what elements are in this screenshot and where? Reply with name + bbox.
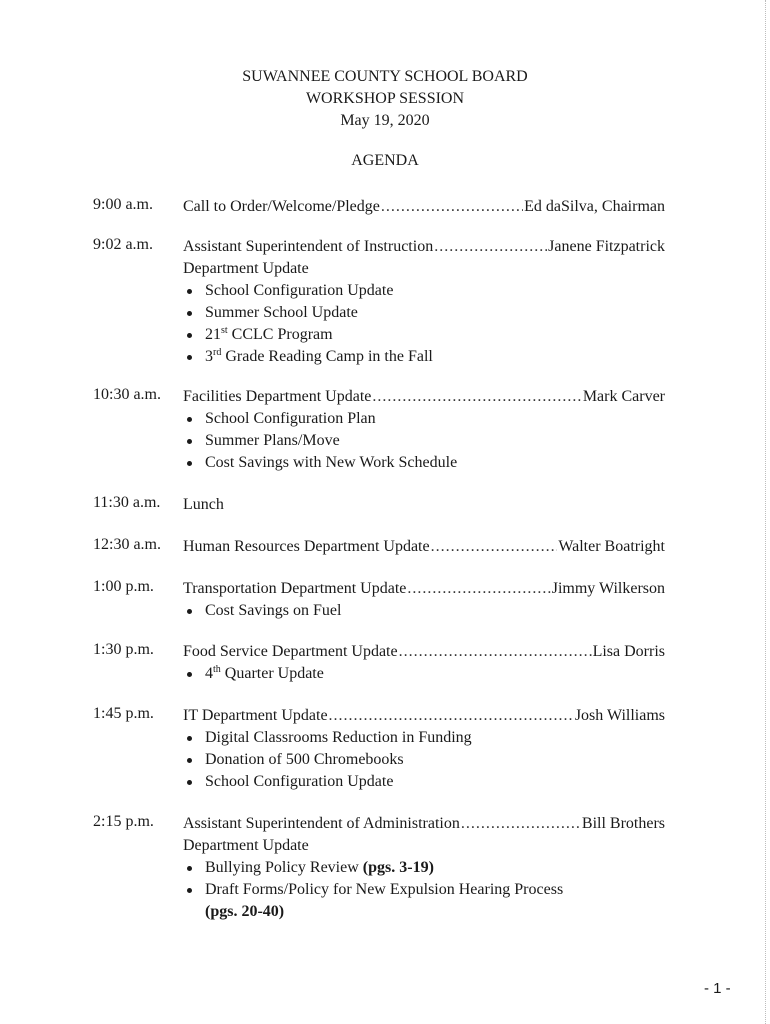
agenda-item-line (183, 536, 665, 558)
bullet-text: Grade Reading Camp in the Fall (221, 348, 433, 365)
bullet-item: Summer Plans/Move (183, 430, 665, 452)
agenda-time: 11:30 a.m. (93, 494, 161, 511)
bullet-item: Cost Savings with New Work Schedule (183, 452, 665, 474)
bullet-item (183, 324, 665, 346)
bullet-item: Summer School Update (183, 302, 665, 324)
agenda-item-presenter: Ed daSilva, Chairman (524, 198, 665, 215)
agenda-bullet-list (183, 600, 665, 622)
agenda-item (183, 196, 665, 218)
page-reference: (pgs. 20-40) (205, 903, 285, 920)
dot-leader (461, 813, 581, 835)
bullet-ordinal: 21 (205, 326, 221, 343)
agenda-item-presenter: Lisa Dorris (592, 643, 665, 660)
ordinal-suffix: rd (213, 347, 222, 358)
agenda-item-title: IT Department Update (183, 707, 328, 724)
dot-leader (329, 705, 574, 727)
meeting-date: May 19, 2020 (340, 112, 430, 129)
agenda-item-presenter: Jimmy Wilkerson (551, 580, 665, 597)
agenda-item-title: Lunch (183, 496, 224, 513)
agenda-time: 1:30 p.m. (93, 641, 154, 658)
agenda-item-presenter: Josh Williams (574, 707, 665, 724)
bullet-text: Bullying Policy Review (205, 859, 363, 876)
bullet-item (183, 879, 665, 923)
bullet-item: Digital Classrooms Reduction in Funding (183, 727, 665, 749)
agenda-item (183, 813, 665, 923)
bullet-item: Cost Savings on Fuel (183, 600, 665, 622)
document-header (0, 66, 770, 132)
agenda-item-title: Assistant Superintendent of Instruction (183, 238, 434, 255)
agenda-item-line (183, 705, 665, 727)
agenda-item (183, 578, 665, 622)
agenda-item-presenter: Bill Brothers (581, 815, 665, 832)
bullet-item: School Configuration Update (183, 771, 665, 793)
bullet-item (183, 346, 665, 368)
bullet-ordinal: 3 (205, 348, 213, 365)
agenda-item (183, 386, 665, 474)
agenda-item-line (183, 578, 665, 600)
agenda-item-title: Food Service Department Update (183, 643, 398, 660)
scan-margin-marks (761, 0, 766, 1024)
dot-leader (431, 536, 558, 558)
bullet-text: Draft Forms/Policy for New Expulsion Hearing Process (205, 881, 564, 898)
agenda-item-title: Human Resources Department Update (183, 538, 430, 555)
agenda-bullet-list (183, 663, 665, 685)
dot-leader (381, 196, 523, 218)
agenda-item-line (183, 641, 665, 663)
dot-leader (372, 386, 581, 408)
agenda-item-title: Facilities Department Update (183, 388, 372, 405)
agenda-time: 2:15 p.m. (93, 813, 154, 830)
agenda-time: 1:00 p.m. (93, 578, 154, 595)
agenda-item-subtitle: Department Update (183, 837, 309, 854)
ordinal-suffix: st (221, 325, 228, 336)
agenda-item-line (183, 196, 665, 218)
agenda-item-presenter: Janene Fitzpatrick (548, 238, 665, 255)
bullet-text: Quarter Update (220, 665, 324, 682)
agenda-item-presenter: Walter Boatright (558, 538, 665, 555)
agenda-time: 12:30 a.m. (93, 536, 161, 553)
agenda-item-line (183, 813, 665, 835)
page-number: - 1 - (704, 980, 731, 997)
board-name: SUWANNEE COUNTY SCHOOL BOARD (242, 68, 528, 85)
agenda-bullet-list (183, 280, 665, 368)
agenda-time: 1:45 p.m. (93, 705, 154, 722)
agenda-time: 10:30 a.m. (93, 386, 161, 403)
agenda-time: 9:00 a.m. (93, 196, 153, 213)
agenda-bullet-list (183, 857, 665, 923)
agenda-item (183, 236, 665, 368)
agenda-item-title: Transportation Department Update (183, 580, 407, 597)
dot-leader (434, 236, 547, 258)
agenda-item-title: Assistant Superintendent of Administration (183, 815, 460, 832)
agenda-item-presenter: Mark Carver (582, 388, 665, 405)
bullet-item: Donation of 500 Chromebooks (183, 749, 665, 771)
bullet-text: CCLC Program (227, 326, 333, 343)
agenda-item-subtitle: Department Update (183, 260, 309, 277)
agenda-bullet-list (183, 408, 665, 474)
dot-leader (407, 578, 550, 600)
agenda-item-title: Call to Order/Welcome/Pledge (183, 198, 380, 215)
agenda-time: 9:02 a.m. (93, 236, 153, 253)
agenda-item (183, 705, 665, 793)
agenda-item (183, 494, 665, 516)
agenda-item (183, 641, 665, 685)
agenda-item-line (183, 386, 665, 408)
bullet-ordinal: 4 (205, 665, 213, 682)
page-reference: (pgs. 3-19) (362, 859, 434, 876)
bullet-item: School Configuration Update (183, 280, 665, 302)
dot-leader (399, 641, 592, 663)
ordinal-suffix: th (213, 664, 221, 675)
bullet-item: School Configuration Plan (183, 408, 665, 430)
bullet-item (183, 857, 665, 879)
agenda-bullet-list (183, 727, 665, 793)
agenda-title: AGENDA (351, 152, 419, 169)
bullet-item (183, 663, 665, 685)
agenda-item (183, 536, 665, 558)
agenda-item-line (183, 236, 665, 258)
session-type: WORKSHOP SESSION (305, 90, 465, 107)
